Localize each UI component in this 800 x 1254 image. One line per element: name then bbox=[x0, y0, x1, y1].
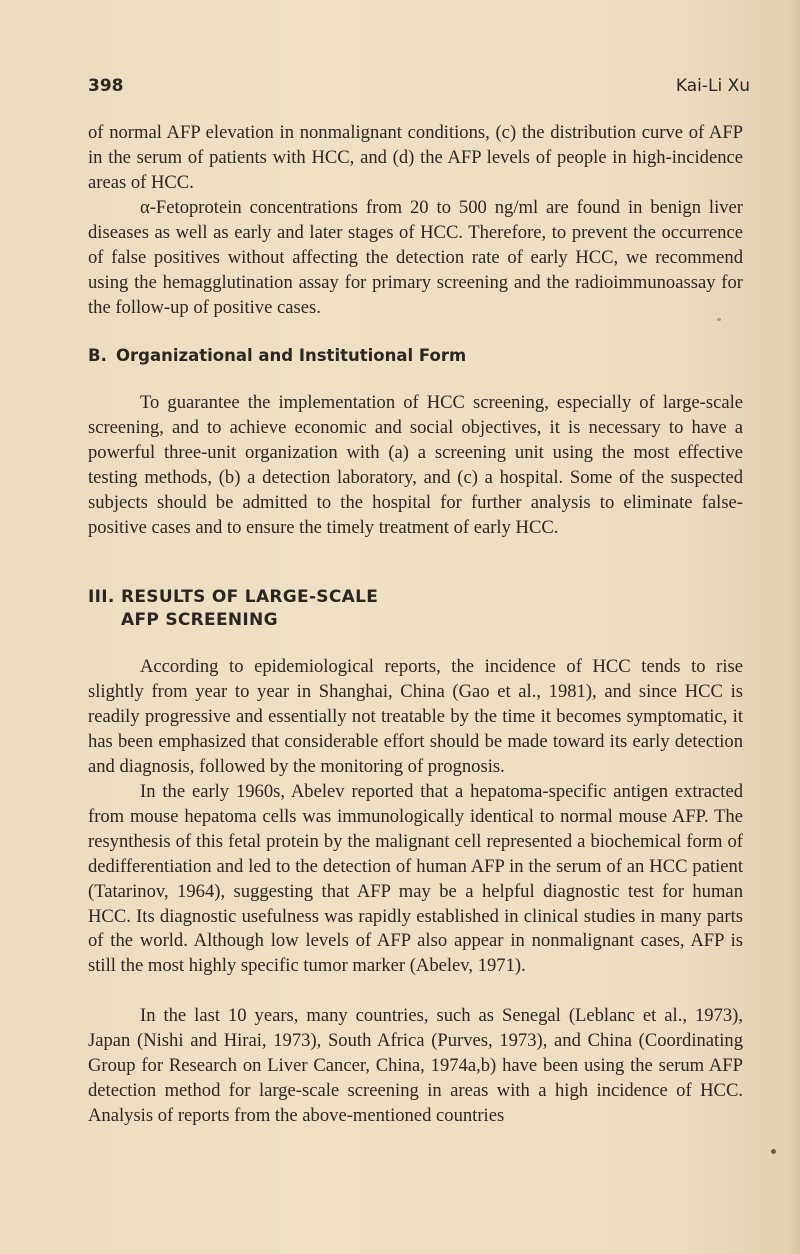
scan-speck bbox=[717, 318, 721, 321]
section-iii-title-line1: RESULTS OF LARGE-SCALE bbox=[121, 587, 379, 607]
page-number: 398 bbox=[88, 76, 124, 96]
running-head-author: Kai-Li Xu bbox=[675, 76, 750, 96]
paragraph-epidemiology: According to epidemiological reports, the incidence of HCC tends to rise slightly from year to year in Shanghai, China (Gao et al., 1981), and since HCC is readily progressive and essentially not treatable by the time it becomes symptomatic, it has been emphasized that considerable effort should be made toward its early detection and diagnosis, followed by the monitoring of prognosis. bbox=[88, 656, 743, 777]
section-iii-title-line2: AFP SCREENING bbox=[121, 610, 278, 630]
page-header bbox=[88, 76, 750, 102]
scan-edge-shadow bbox=[788, 0, 800, 1254]
section-heading-iii bbox=[88, 586, 378, 632]
section-iii-label: III. bbox=[88, 587, 115, 607]
paragraph-organization: To guarantee the implementation of HCC screening, especially of large-scale screening, and to achieve economic and social objectives, it is necessary to have a powerful three-unit organization with (a) a screening unit using the most effective testing methods, (b) a detection laboratory, and (c) a hospital. Some of the suspected subjects should be admitted to the hospital for further analysis to eliminate false-positive cases and to ensure the timely treatment of early HCC. bbox=[88, 392, 743, 538]
scan-speck bbox=[771, 1149, 776, 1154]
paragraph-continued: of normal AFP elevation in nonmalignant conditions, (c) the distribution curve of AFP in the serum of patients with HCC, and (d) the AFP levels of people in high-incidence areas of HCC. bbox=[88, 122, 743, 193]
paragraph-history-afp: In the early 1960s, Abelev reported that a hepatoma-specific antigen extracted from mouse hepatoma cells was immunologically identical to normal mouse AFP. The resynthesis of this fetal protein by the malignant cell represented a biochemical form of dedifferentiation and led to the detection of human AFP in the serum of an HCC patient (Tatarinov, 1964), suggesting that AFP may be a helpful diagnostic test for human HCC. Its diagnostic usefulness was rapidly established in clinical studies in many parts of the world. Although low levels of AFP also appear in nonmalignant cases, AFP is still the most highly specific tumor marker (Abelev, 1971). bbox=[88, 781, 743, 977]
paragraph-afp-concentrations: α-Fetoprotein concentrations from 20 to 500 ng/ml are found in benign liver diseases as well as early and later stages of HCC. Therefore, to prevent the occurrence of false positives without affecting the detection rate of early HCC, we recommend using the hemagglutination assay for primary screening and the radioimmunoassay for the follow-up of positive cases. bbox=[88, 197, 743, 318]
paragraph-large-scale-screening: In the last 10 years, many countries, such as Senegal (Leblanc et al., 1973), Japan (Nishi and Hirai, 1973), South Africa (Purves, 1973), and China (Coordinating Group for Research on Liver Cancer, China, 1974a,b) have been using the serum AFP detection method for large-scale screening in areas with a high incidence of HCC. Analysis of reports from the above-mentioned countries bbox=[88, 1005, 743, 1126]
section-heading-b bbox=[88, 346, 466, 365]
section-b-label: B. bbox=[88, 346, 107, 365]
section-b-title: Organizational and Institutional Form bbox=[116, 346, 467, 365]
